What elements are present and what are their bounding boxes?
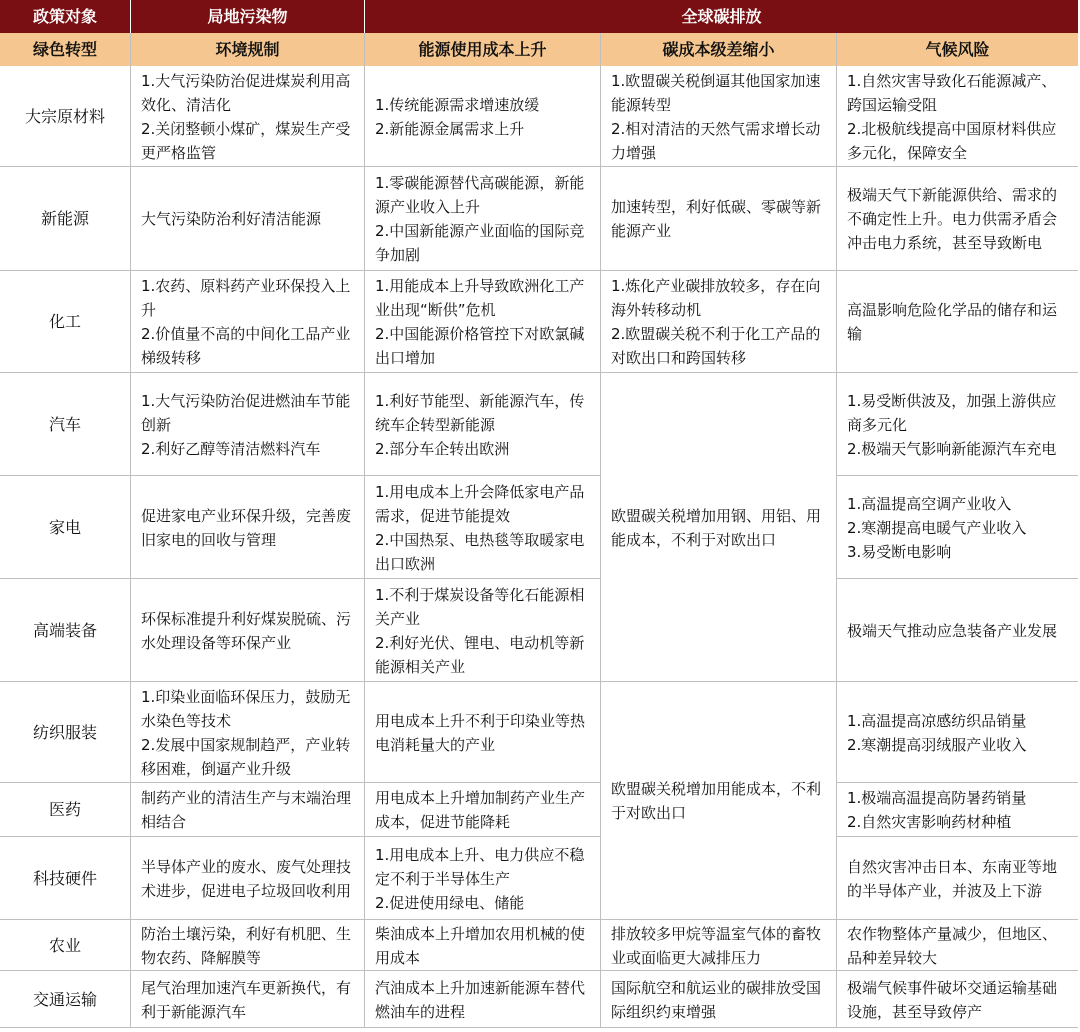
grid-vline xyxy=(130,33,131,1028)
cell-climate-10 xyxy=(837,971,1078,1028)
header-carbon-gap: 碳成本级差缩小 xyxy=(601,33,836,66)
row-header-10: 交通运输 xyxy=(32,989,97,1009)
cell-line: 2.促进使用绿电、储能 xyxy=(375,893,525,912)
cell-env-1 xyxy=(131,167,364,271)
cell-climate-1 xyxy=(837,167,1078,271)
cell-env-7 xyxy=(131,783,364,837)
cell-line: 1.利好节能型、新能源汽车，传统车企转型新能源 xyxy=(375,391,585,434)
cell-line: 欧盟碳关税增加用钢、用铝、用能成本，不利于对欧出口 xyxy=(611,506,822,549)
cell-energy-3 xyxy=(365,373,600,476)
cell-env-5 xyxy=(131,579,364,682)
cell-env-9 xyxy=(131,920,364,971)
cell-line: 1.易受断供波及，加强上游供应商多元化 xyxy=(847,391,1057,434)
cell-carbon-2 xyxy=(601,271,836,373)
cell-line: 用电成本上升不利于印染业等热电消耗量大的产业 xyxy=(375,711,586,754)
cell-line: 2.新能源金属需求上升 xyxy=(375,119,525,138)
cell-line: 1.欧盟碳关税倒逼其他国家加速能源转型 xyxy=(611,71,821,114)
grid-hline xyxy=(0,578,601,579)
row-header-3: 汽车 xyxy=(48,414,81,434)
row-header-5: 高端装备 xyxy=(32,620,97,640)
cell-line: 1.不利于煤炭设备等化石能源相关产业 xyxy=(375,585,585,628)
cell-line: 1.用电成本上升、电力供应不稳定不利于半导体生产 xyxy=(375,845,585,888)
cell-carbon-merged-autos xyxy=(601,373,836,682)
grid-hline xyxy=(0,475,601,476)
grid-vline xyxy=(600,33,601,1028)
cell-line: 防治土壤污染，利好有机肥、生物农药、降解膜等 xyxy=(141,924,352,967)
cell-line: 1.极端高温提高防暑药销量 xyxy=(847,789,1027,807)
header-climate-risk: 气候风险 xyxy=(837,33,1078,66)
cell-line: 极端天气推动应急装备产业发展 xyxy=(847,621,1058,640)
row-header-2: 化工 xyxy=(48,312,81,331)
cell-energy-6 xyxy=(365,682,600,783)
grid-hline xyxy=(837,578,1078,579)
cell-carbon-1 xyxy=(601,167,836,271)
cell-line: 1.炼化产业碳排放较多，存在向海外转移动机 xyxy=(611,277,821,319)
cell-env-10 xyxy=(131,971,364,1028)
cell-line: 欧盟碳关税增加用能成本，不利于对欧出口 xyxy=(611,780,822,822)
header-policy-target: 政策对象 xyxy=(0,0,130,33)
cell-line: 排放较多甲烷等温室气体的畜牧业或面临更大减排压力 xyxy=(611,924,822,967)
cell-climate-8 xyxy=(837,837,1078,920)
cell-line: 用电成本上升增加制药产业生产成本，促进节能降耗 xyxy=(375,789,586,831)
cell-line: 2.极端天气影响新能源汽车充电 xyxy=(847,439,1057,458)
cell-line: 柴油成本上升增加农用机械的使用成本 xyxy=(375,924,586,967)
cell-line: 2.寒潮提高羽绒服产业收入 xyxy=(847,735,1027,754)
grid-hline xyxy=(837,836,1078,837)
cell-line: 2.自然灾害影响药材种植 xyxy=(847,813,1012,831)
grid-hline xyxy=(0,681,1078,682)
cell-climate-4 xyxy=(837,476,1078,579)
row-header-8: 科技硬件 xyxy=(32,868,97,888)
header-green-transition: 绿色转型 xyxy=(0,33,130,66)
grid-vline xyxy=(836,33,837,1028)
cell-line: 1.高温提高空调产业收入 xyxy=(847,494,1012,513)
cell-climate-2 xyxy=(837,271,1078,373)
row-header-7: 医药 xyxy=(48,800,81,819)
cell-carbon-9 xyxy=(601,920,836,971)
grid-hline xyxy=(0,970,1078,971)
grid-hline xyxy=(0,1027,1078,1028)
grid-hline xyxy=(0,166,1078,167)
cell-climate-0 xyxy=(837,66,1078,167)
cell-energy-4 xyxy=(365,476,600,579)
cell-env-3 xyxy=(131,373,364,476)
cell-climate-7 xyxy=(837,783,1078,837)
cell-line: 1.用电成本上升会降低家电产品需求，促进节能提效 xyxy=(375,482,585,525)
cell-line: 3.易受断电影响 xyxy=(847,542,952,561)
cell-carbon-0 xyxy=(601,66,836,167)
row-header-9: 农业 xyxy=(48,935,81,955)
cell-line: 2.发展中国家规制趋严，产业转移困难，倒逼产业升级 xyxy=(141,735,351,778)
cell-energy-1 xyxy=(365,167,600,271)
cell-energy-5 xyxy=(365,579,600,682)
grid-hline xyxy=(0,919,1078,920)
header-energy-cost: 能源使用成本上升 xyxy=(365,33,600,66)
grid-hline xyxy=(0,270,1078,271)
cell-line: 1.大气污染防治促进煤炭利用高效化、清洁化 xyxy=(141,71,351,114)
cell-line: 半导体产业的废水、废气处理技术进步，促进电子垃圾回收利用 xyxy=(141,857,352,900)
row-header-1: 新能源 xyxy=(40,209,89,228)
cell-line: 极端气候事件破坏交通运输基础设施，甚至导致停产 xyxy=(847,978,1058,1021)
cell-line: 高温影响危险化学品的储存和运输 xyxy=(847,301,1058,343)
header-env-regulation: 环境规制 xyxy=(131,33,364,66)
cell-env-4 xyxy=(131,476,364,579)
cell-energy-8 xyxy=(365,837,600,920)
grid-hline xyxy=(0,782,601,783)
cell-line: 国际航空和航运业的碳排放受国际组织约束增强 xyxy=(611,978,822,1021)
cell-line: 大气污染防治利好清洁能源 xyxy=(141,210,322,228)
cell-line: 1.零碳能源替代高碳能源，新能源产业收入上升 xyxy=(375,174,585,216)
cell-line: 2.寒潮提高电暖气产业收入 xyxy=(847,518,1027,537)
cell-line: 加速转型，利好低碳、零碳等新能源产业 xyxy=(611,198,822,240)
row-header-6: 纺织服装 xyxy=(32,722,97,742)
cell-line: 2.关闭整顿小煤矿，煤炭生产受更严格监管 xyxy=(141,119,351,162)
cell-line: 2.北极航线提高中国原材料供应多元化，保障安全 xyxy=(847,119,1057,162)
cell-line: 1.印染业面临环保压力，鼓励无水染色等技术 xyxy=(141,687,351,730)
header-local-pollutants: 局地污染物 xyxy=(131,0,364,33)
cell-line: 促进家电产业环保升级，完善废旧家电的回收与管理 xyxy=(141,506,352,549)
cell-line: 1.农药、原料药产业环保投入上升 xyxy=(141,277,351,319)
cell-line: 极端天气下新能源供给、需求的不确定性上升。电力供需矛盾会冲击电力系统，甚至导致断电 xyxy=(847,186,1058,252)
cell-line: 尾气治理加速汽车更新换代，有利于新能源汽车 xyxy=(141,978,352,1021)
cell-line: 2.利好光伏、锂电、电动机等新能源相关产业 xyxy=(375,633,585,676)
cell-line: 1.高温提高凉感纺织品销量 xyxy=(847,711,1027,730)
cell-line: 汽油成本上升加速新能源车替代燃油车的进程 xyxy=(375,978,586,1021)
row-header-4: 家电 xyxy=(48,517,81,537)
cell-climate-5 xyxy=(837,579,1078,682)
cell-line: 1.用能成本上升导致欧洲化工产业出现“断供”危机 xyxy=(375,277,585,319)
cell-line: 2.相对清洁的天然气需求增长动力增强 xyxy=(611,119,821,162)
cell-energy-7 xyxy=(365,783,600,837)
cell-line: 2.利好乙醇等清洁燃料汽车 xyxy=(141,439,321,458)
cell-energy-10 xyxy=(365,971,600,1028)
grid-hline xyxy=(0,372,1078,373)
cell-env-0 xyxy=(131,66,364,167)
cell-line: 2.中国热泵、电热毯等取暖家电出口欧洲 xyxy=(375,530,585,573)
cell-energy-2 xyxy=(365,271,600,373)
cell-carbon-10 xyxy=(601,971,836,1028)
cell-energy-9 xyxy=(365,920,600,971)
cell-line: 农作物整体产量减少，但地区、品种差异较大 xyxy=(847,924,1058,967)
cell-env-8 xyxy=(131,837,364,920)
row-header-0: 大宗原材料 xyxy=(24,106,105,126)
cell-line: 制药产业的清洁生产与末端治理相结合 xyxy=(141,789,352,831)
cell-line: 环保标准提升利好煤炭脱硫、污水处理设备等环保产业 xyxy=(141,609,352,652)
cell-line: 1.大气污染防治促进燃油车节能创新 xyxy=(141,391,351,434)
cell-line: 2.部分车企转出欧洲 xyxy=(375,439,510,458)
cell-line: 2.欧盟碳关税不利于化工产品的对欧出口和跨国转移 xyxy=(611,325,821,367)
cell-line: 2.价值量不高的中间化工品产业梯级转移 xyxy=(141,325,351,367)
cell-carbon-merged-textile xyxy=(601,682,836,920)
cell-line: 2.中国能源价格管控下对欧氯碱出口增加 xyxy=(375,325,585,367)
cell-env-6 xyxy=(131,682,364,783)
header-global-carbon: 全球碳排放 xyxy=(365,0,1078,33)
cell-climate-9 xyxy=(837,920,1078,971)
cell-line: 1.自然灾害导致化石能源减产、跨国运输受阻 xyxy=(847,71,1057,114)
cell-climate-3 xyxy=(837,373,1078,476)
cell-climate-6 xyxy=(837,682,1078,783)
grid-hline xyxy=(0,836,601,837)
grid-hline xyxy=(837,782,1078,783)
grid-hline xyxy=(837,475,1078,476)
grid-vline xyxy=(364,33,365,1028)
cell-energy-0 xyxy=(365,66,600,167)
cell-env-2 xyxy=(131,271,364,373)
cell-line: 1.传统能源需求增速放缓 xyxy=(375,95,540,114)
cell-line: 2.中国新能源产业面临的国际竞争加剧 xyxy=(375,222,585,264)
cell-line: 自然灾害冲击日本、东南亚等地的半导体产业，并波及上下游 xyxy=(847,857,1058,900)
